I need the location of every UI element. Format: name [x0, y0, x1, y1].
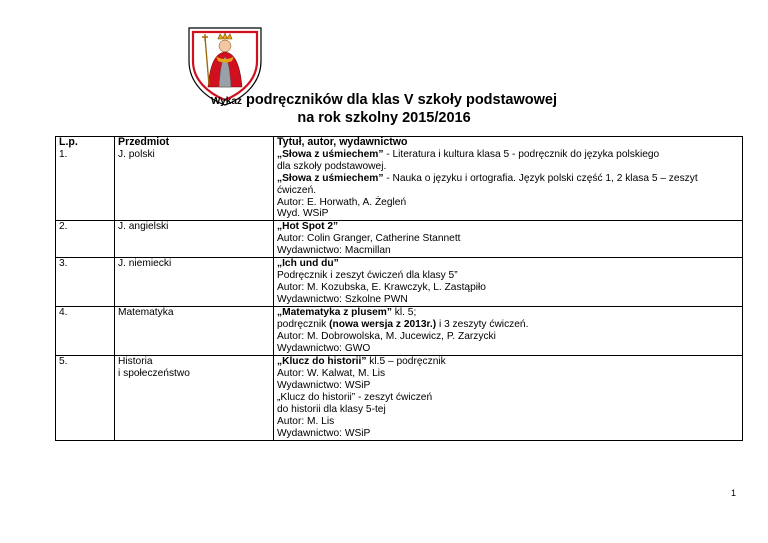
book-description-cont: ćwiczeń. [277, 184, 317, 196]
exercise-book-title: „Klucz do historii” - zeszyt ćwiczeń [277, 392, 433, 404]
table-row [56, 149, 743, 221]
subject-line: Historia [118, 356, 153, 368]
book-title: „Hot Spot 2” [277, 221, 339, 233]
row-subject: J. niemiecki [115, 258, 274, 307]
row-number: 5. [56, 356, 115, 440]
book-title: „Słowa z uśmiechem” [277, 172, 384, 184]
book-title: „Matematyka z plusem” [277, 307, 392, 319]
book-description: kl.5 – podręcznik [366, 356, 446, 368]
book-author: Autor: M. Dobrowolska, M. Jucewicz, P. Zarzycki [277, 331, 496, 343]
table-row [56, 258, 743, 307]
row-details [274, 149, 743, 221]
book-description: kl. 5; [391, 307, 417, 319]
table-row [56, 307, 743, 356]
book-description-cont: dla szkoły podstawowej. [277, 160, 387, 172]
book-description: Podręcznik i zeszyt ćwiczeń dla klasy 5” [277, 270, 458, 282]
book-description: - Literatura i kultura klasa 5 - podręcznik do języka polskiego [383, 148, 660, 160]
book-publisher: Wydawnictwo: Macmillan [277, 245, 391, 257]
book-description: podręcznik [277, 319, 330, 331]
book-author: Autor: E. Horwath, A. Żegleń [277, 196, 407, 208]
row-details [274, 356, 743, 440]
row-subject [115, 356, 274, 440]
row-subject: Matematyka [115, 307, 274, 356]
table-row [56, 221, 743, 258]
exercise-book-author: Autor: M. Lis [277, 415, 335, 427]
document-subtitle: na rok szkolny 2015/2016 [297, 110, 471, 126]
book-title: „Klucz do historii” [277, 356, 367, 368]
header-lp: L.p. [56, 137, 115, 149]
row-number: 4. [56, 307, 115, 356]
title-prefix: Wykaz [210, 96, 242, 107]
exercise-book-description: do historii dla klasy 5-tej [277, 403, 386, 415]
book-publisher: Wydawnictwo: WSiP [277, 380, 371, 392]
row-number: 3. [56, 258, 115, 307]
book-author: Autor: W. Kalwat, M. Lis [277, 368, 386, 380]
row-subject: J. angielski [115, 221, 274, 258]
header-details: Tytuł, autor, wydawnictwo [274, 137, 743, 149]
book-publisher: Wydawnictwo: GWO [277, 343, 371, 355]
book-description: i 3 zeszyty ćwiczeń. [436, 319, 529, 331]
table-row [56, 356, 743, 440]
textbook-table [55, 136, 743, 441]
row-details [274, 307, 743, 356]
page-number: 1 [731, 488, 737, 498]
book-description: - Nauka o języku i ortografia. Język polski część 1, 2 klasa 5 – zeszyt [383, 172, 698, 184]
book-author: Autor: M. Kozubska, E. Krawczyk, L. Zastąpiło [277, 282, 486, 294]
row-details [274, 221, 743, 258]
book-title: „Słowa z uśmiechem” [277, 148, 384, 160]
table-header-row [56, 137, 743, 149]
exercise-book-publisher: Wydawnictwo: WSiP [277, 427, 371, 439]
subject-line: i społeczeństwo [118, 368, 190, 380]
row-number: 2. [56, 221, 115, 258]
row-details [274, 258, 743, 307]
book-edition: (nowa wersja z 2013r.) [329, 319, 437, 331]
document-title [0, 92, 768, 110]
title-main: podręczników dla klas V szkoły podstawowej [245, 92, 557, 108]
book-publisher: Wydawnictwo: Szkolne PWN [277, 294, 408, 306]
row-subject: J. polski [115, 149, 274, 221]
row-number: 1. [56, 149, 115, 221]
book-publisher: Wyd. WSiP [277, 208, 329, 220]
header-subject: Przedmiot [115, 137, 274, 149]
book-title: „Ich und du” [277, 258, 339, 270]
book-author: Autor: Colin Granger, Catherine Stannett [277, 233, 461, 245]
